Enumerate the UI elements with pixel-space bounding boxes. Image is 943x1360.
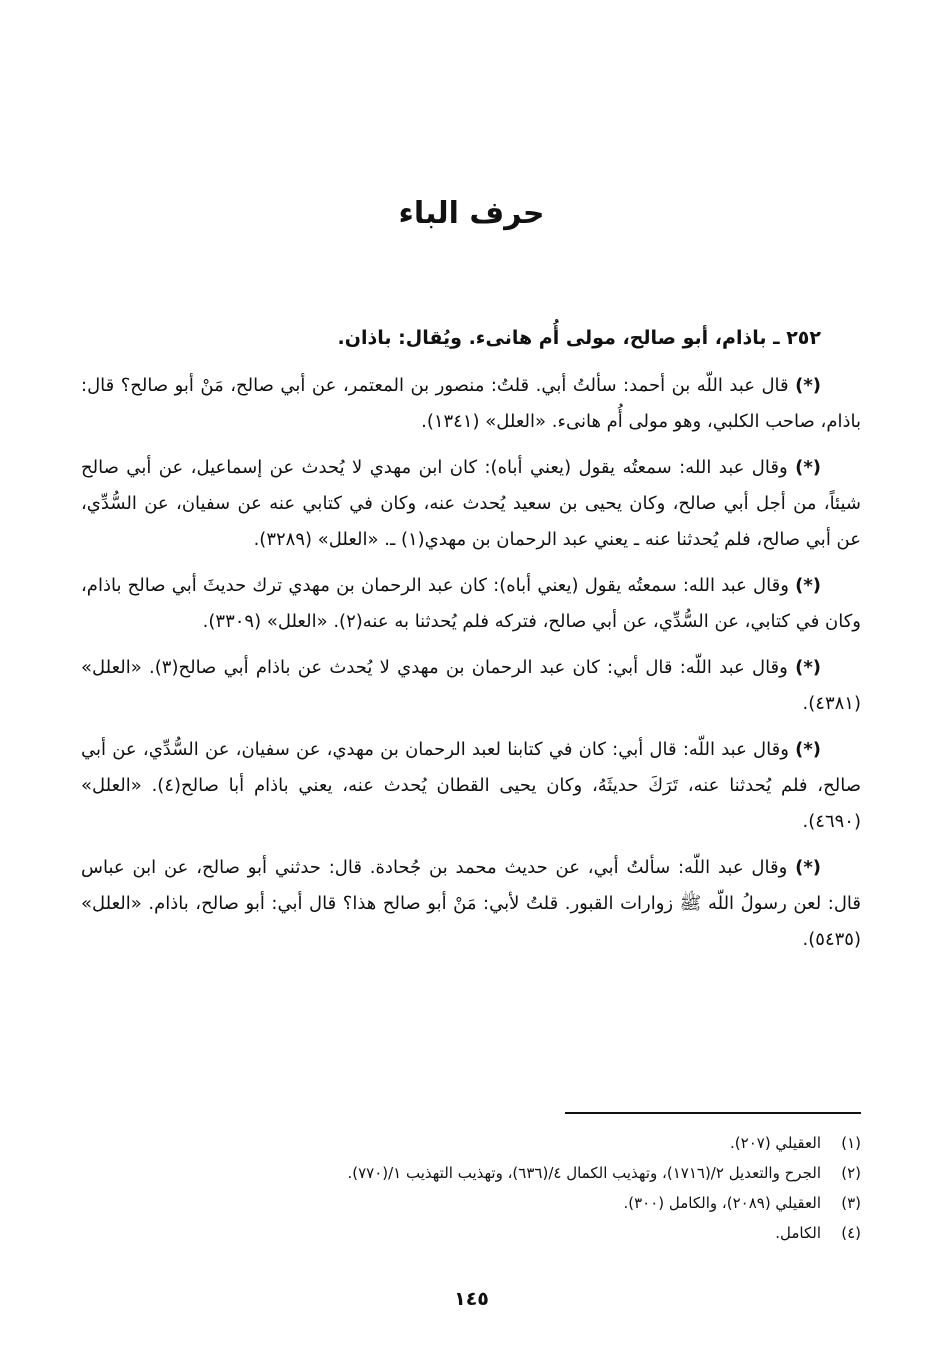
footnote-text: الجرح والتعديل ٢/(١٧١٦)، وتهذيب الكمال ٤/(٦٣٦)، وتهذيب التهذيب ١/(٧٧٠). (347, 1164, 821, 1182)
footnote-divider (565, 1112, 861, 1114)
footnote-text: العقيلي (٢٠٨٩)، والكامل (٣٠٠). (623, 1194, 821, 1212)
paragraph-marker: (*) (795, 457, 821, 478)
paragraph-marker: (*) (795, 375, 821, 396)
paragraph-3 (81, 568, 861, 640)
footnote-number: (٣) (841, 1194, 861, 1212)
paragraph-2 (81, 450, 861, 558)
footnote-1 (81, 1128, 861, 1158)
footnote-4 (81, 1218, 861, 1248)
entry-body (81, 368, 861, 968)
paragraph-marker: (*) (795, 857, 821, 878)
paragraph-marker: (*) (795, 657, 821, 678)
footnotes (81, 1128, 861, 1248)
paragraph-text: وقال عبد الله: سمعتُه يقول (يعني أباه): كان ابن مهدي لا يُحدث عن إسماعيل، عن أبي صالح شيئاً، من أجل أبي صالح، وكان يحيى بن سعيد يُحدث عنه، وكان في كتابي عنه عن سفيان، عن السُّدِّي، عن أبي صالح، فلم يُحدثنا عنه ـ يعني عبد الرحمان بن مهدي(١) ـ. «العلل» (٣٢٨٩). (81, 457, 861, 550)
footnote-number: (١) (841, 1134, 861, 1152)
paragraph-text: وقال عبد اللّه: قال أبي: كان في كتابنا لعبد الرحمان بن مهدي، عن سفيان، عن السُّدِّي، عن أبي صالح، فلم يُحدثنا عنه، تَرَكَ حديثَهُ، وكان يحيى القطان يُحدث عنه، يعني باذام أبا صالح(٤). «العلل» (٤٦٩٠). (81, 739, 861, 832)
footnote-3 (81, 1188, 861, 1218)
paragraph-marker: (*) (795, 739, 821, 760)
paragraph-6 (81, 850, 861, 958)
paragraph-5 (81, 732, 861, 840)
footnote-number: (٢) (841, 1164, 861, 1182)
footnote-text: العقيلي (٢٠٧). (730, 1134, 821, 1152)
paragraph-marker: (*) (795, 575, 821, 596)
page-number: ١٤٥ (454, 1288, 489, 1310)
paragraph-text: قال عبد اللّه بن أحمد: سألتُ أبي. قلتُ: منصور بن المعتمر، عن أبي صالح، مَنْ أبو صالح؟ قال: باذام، صاحب الكلبي، وهو مولى أُم هانىء. «العلل» (١٣٤١). (81, 375, 861, 432)
footnote-text: الكامل. (775, 1224, 821, 1242)
paragraph-text: وقال عبد اللّه: سألتُ أبي، عن حديث محمد بن جُحادة. قال: حدثني أبو صالح، عن ابن عباس قال: لعن رسولُ اللّه ﷺ زوارات القبور. قلتُ لأبي: مَنْ أبو صالح هذا؟ قال أبي: أبو صالح، باذام. «العلل» (٥٤٣٥). (81, 857, 861, 950)
paragraph-text: وقال عبد اللّه: قال أبي: كان عبد الرحمان بن مهدي لا يُحدث عن باذام أبي صالح(٣). «العلل» (٤٣٨١). (81, 657, 861, 714)
paragraph-text: وقال عبد الله: سمعتُه يقول (يعني أباه): كان عبد الرحمان بن مهدي ترك حديثَ أبي صالح باذام، وكان في كتابي، عن السُّدِّي، عن أبي صالح، فتركه فلم يُحدثنا به عنه(٢). «العلل» (٣٣٠٩). (81, 575, 861, 632)
paragraph-4 (81, 650, 861, 722)
entry-heading: ٢٥٢ ـ باذام، أبو صالح، مولى أُم هانىء. ويُقال: باذان. (337, 327, 821, 349)
paragraph-1 (81, 368, 861, 440)
footnote-2 (81, 1158, 861, 1188)
chapter-title: حرف الباء (398, 196, 545, 231)
footnote-number: (٤) (841, 1224, 861, 1242)
